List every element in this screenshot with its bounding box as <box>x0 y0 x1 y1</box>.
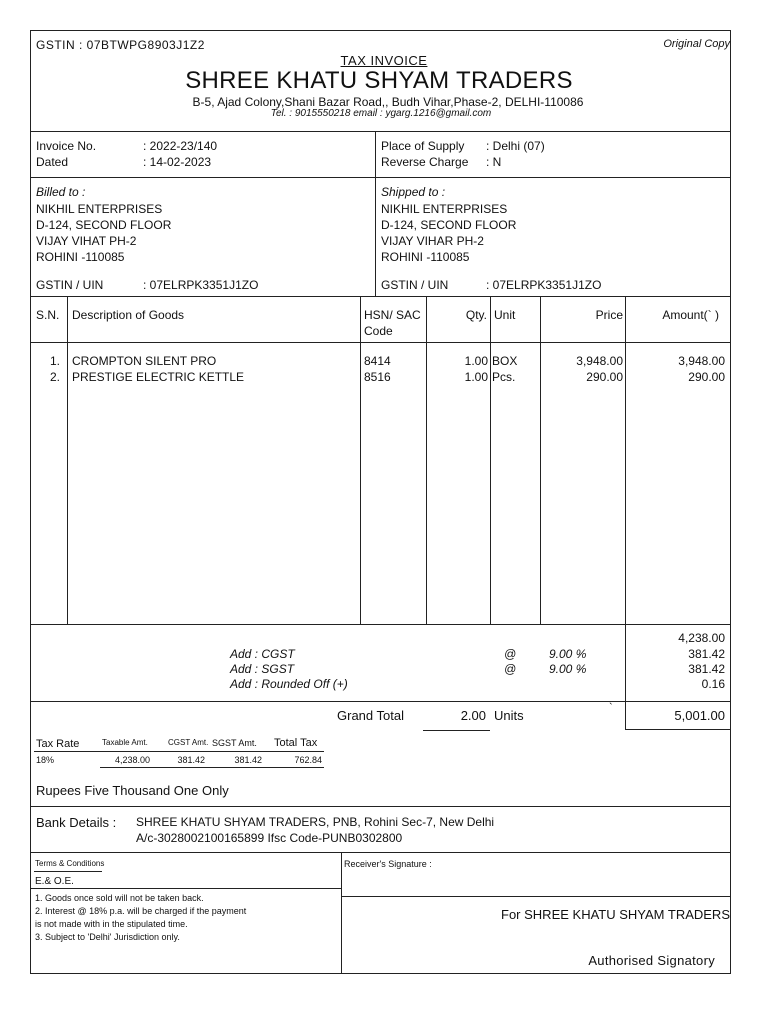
col-amount-header: Amount(` ) <box>662 308 719 322</box>
row-price: 3,948.00 <box>576 354 623 368</box>
sum-sgst-header: SGST Amt. <box>212 738 257 748</box>
billed-gstin-value: : 07ELRPK3351J1ZO <box>143 278 259 292</box>
col-line <box>426 296 427 624</box>
sum-total: 762.84 <box>294 755 322 765</box>
col-unit-header: Unit <box>494 308 516 322</box>
bank-line-1: SHREE KHATU SHYAM TRADERS, PNB, Rohini Sec-7, New Delhi <box>136 815 495 829</box>
col-qty-header: Qty. <box>465 308 487 322</box>
grand-total-amount: 5,001.00 <box>674 708 725 723</box>
billed-line: NIKHIL ENTERPRISES <box>36 202 163 216</box>
shipped-gstin-label: GSTIN / UIN <box>381 278 449 292</box>
invoice-date-label: Dated <box>36 155 69 169</box>
seller-gstin: GSTIN : 07BTWPG8903J1Z2 <box>36 38 205 52</box>
frame-bottom <box>30 973 731 974</box>
terms-eoe: E.& O.E. <box>35 876 74 887</box>
divider <box>30 888 342 889</box>
sum-taxable-header: Taxable Amt. <box>102 738 148 747</box>
divider <box>30 177 731 178</box>
divider <box>423 730 490 731</box>
company-address: B-5, Ajad Colony,Shani Bazar Road,, Budh Vihar,Phase-2, DELHI-110086 <box>192 95 584 109</box>
sum-cgst-header: CGST Amt. <box>168 738 209 747</box>
col-line <box>360 296 361 624</box>
col-line <box>625 296 626 730</box>
reverse-charge-label: Reverse Charge <box>381 155 469 169</box>
col-line <box>540 296 541 624</box>
doc-title: TAX INVOICE <box>340 53 428 68</box>
col-desc-header: Description of Goods <box>72 308 185 322</box>
roundoff-amount: 0.16 <box>701 677 725 691</box>
bank-line-2: A/c-3028002100165899 Ifsc Code-PUNB0302800 <box>136 831 403 845</box>
company-name: SHREE KHATU SHYAM TRADERS <box>185 67 573 94</box>
roundoff-label: Add : Rounded Off (+) <box>230 677 348 691</box>
billed-line: VIJAY VIHAT PH-2 <box>36 234 137 248</box>
col-hsn-header: HSN/ SAC <box>364 308 421 322</box>
divider <box>30 701 731 702</box>
billed-gstin-label: GSTIN / UIN <box>36 278 104 292</box>
row-hsn: 8414 <box>364 354 391 368</box>
billed-line: D-124, SECOND FLOOR <box>36 218 172 232</box>
cgst-rate: 9.00 % <box>549 647 587 661</box>
frame-right <box>730 30 731 974</box>
place-of-supply-label: Place of Supply <box>381 139 465 153</box>
divider <box>34 871 102 872</box>
cgst-label: Add : CGST <box>230 647 295 661</box>
row-hsn: 8516 <box>364 370 391 384</box>
col-sn-header: S.N. <box>36 308 60 322</box>
shipped-line: VIJAY VIHAR PH-2 <box>381 234 484 248</box>
invoice-no-value: : 2022-23/140 <box>143 139 218 153</box>
col-line <box>490 296 491 624</box>
cgst-at: @ <box>504 647 517 661</box>
receiver-signature: Receiver's Signature : <box>344 859 432 869</box>
divider <box>30 624 731 625</box>
divider <box>30 131 731 132</box>
shipped-address <box>381 201 516 265</box>
copy-label: Original Copy <box>663 38 730 50</box>
sgst-label: Add : SGST <box>230 662 295 676</box>
terms-item: is not made with in the stipulated time. <box>35 919 188 929</box>
divider <box>34 751 324 752</box>
row-desc: CROMPTON SILENT PRO <box>72 354 217 368</box>
divider <box>375 131 376 297</box>
col-line <box>67 296 68 624</box>
shipped-heading: Shipped to : <box>381 185 446 199</box>
row-sn: 1. <box>49 354 60 368</box>
terms-heading: Terms & Conditions <box>35 859 105 868</box>
terms-item: 2. Interest @ 18% p.a. will be charged if the payment <box>35 906 247 916</box>
terms-list <box>35 892 246 944</box>
total-units: Units <box>494 708 524 723</box>
sum-sgst: 381.42 <box>234 755 262 765</box>
shipped-line: ROHINI -110085 <box>381 250 470 264</box>
invoice-no-label: Invoice No. <box>36 139 97 153</box>
sum-cgst: 381.42 <box>177 755 205 765</box>
divider <box>30 852 731 853</box>
row-amount: 290.00 <box>688 370 725 384</box>
authorised-signatory: Authorised Signatory <box>588 953 715 968</box>
sum-rate: 18% <box>36 755 55 765</box>
total-qty: 2.00 <box>460 708 486 723</box>
shipped-line: D-124, SECOND FLOOR <box>381 218 517 232</box>
shipped-line: NIKHIL ENTERPRISES <box>381 202 508 216</box>
billed-line: ROHINI -110085 <box>36 250 125 264</box>
invoice-date-value: : 14-02-2023 <box>143 155 212 169</box>
sum-rate-header: Tax Rate <box>36 738 80 750</box>
divider <box>341 896 731 897</box>
divider <box>341 852 342 974</box>
currency-tick: ` <box>609 702 613 714</box>
divider <box>30 806 731 807</box>
row-unit: BOX <box>492 354 518 368</box>
sgst-rate: 9.00 % <box>549 662 587 676</box>
place-of-supply-value: : Delhi (07) <box>486 139 545 153</box>
row-sn: 2. <box>49 370 60 384</box>
frame-left <box>30 30 31 974</box>
sum-taxable: 4,238.00 <box>114 755 150 765</box>
divider <box>625 729 731 730</box>
company-contact: Tel. : 9015550218 email : ygarg.1216@gmail.com <box>270 108 492 119</box>
row-desc: PRESTIGE ELECTRIC KETTLE <box>72 370 245 384</box>
terms-item: 3. Subject to 'Delhi' Jurisdiction only. <box>35 932 180 942</box>
sgst-amount: 381.42 <box>688 662 725 676</box>
frame-top <box>30 30 731 31</box>
reverse-charge-value: : N <box>486 155 502 169</box>
row-amount: 3,948.00 <box>678 354 725 368</box>
row-qty: 1.00 <box>464 354 488 368</box>
col-price-header: Price <box>595 308 623 322</box>
sgst-at: @ <box>504 662 517 676</box>
divider <box>100 767 324 768</box>
terms-item: 1. Goods once sold will not be taken back. <box>35 893 204 903</box>
for-company: For SHREE KHATU SHYAM TRADERS <box>501 907 730 922</box>
row-qty: 1.00 <box>464 370 488 384</box>
amount-in-words: Rupees Five Thousand One Only <box>36 783 229 798</box>
billed-address <box>36 201 171 265</box>
row-price: 290.00 <box>586 370 623 384</box>
row-unit: Pcs. <box>492 370 516 384</box>
subtotal-amount: 4,238.00 <box>678 631 725 645</box>
billed-heading: Billed to : <box>36 185 86 199</box>
grand-total-label: Grand Total <box>337 708 404 723</box>
sum-total-header: Total Tax <box>274 737 318 749</box>
cgst-amount: 381.42 <box>688 647 725 661</box>
col-hsn-header-2: Code <box>364 324 393 338</box>
shipped-gstin-value: : 07ELRPK3351J1ZO <box>486 278 602 292</box>
bank-label: Bank Details : <box>36 815 117 830</box>
